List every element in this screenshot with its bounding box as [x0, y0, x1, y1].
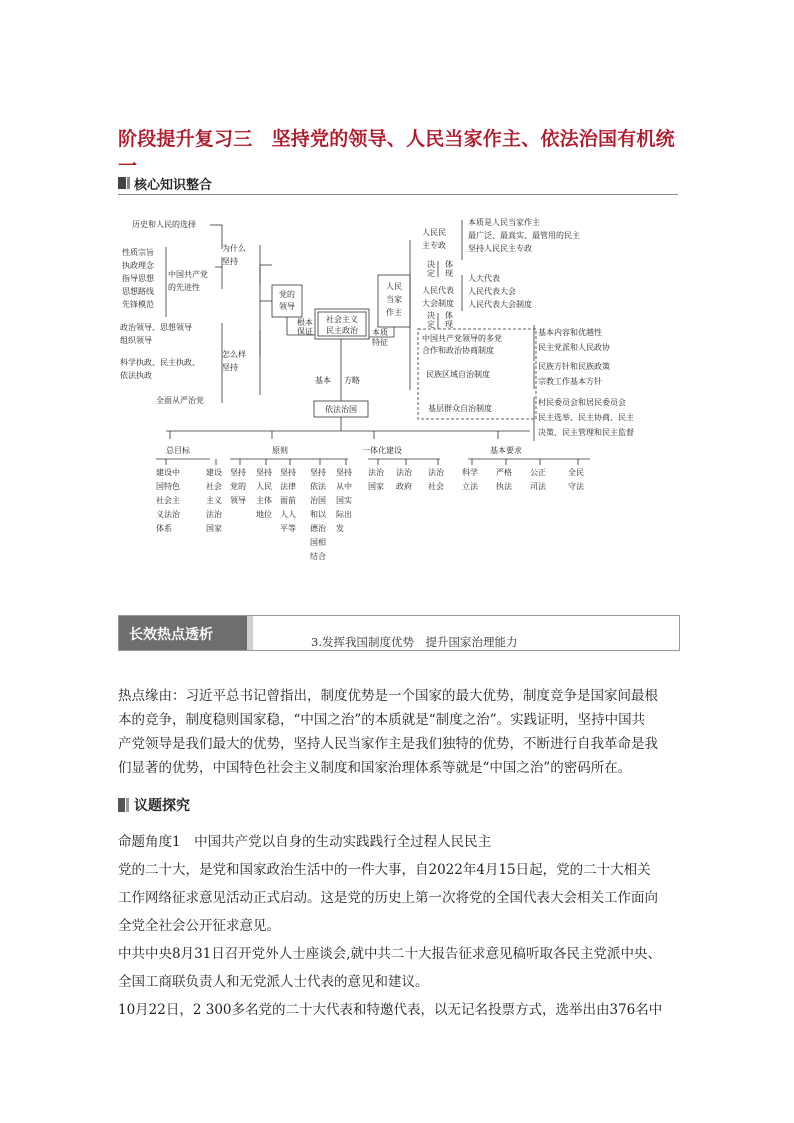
- principle-col: 德治: [310, 524, 326, 533]
- edge-label-essence: 特征: [372, 338, 388, 347]
- center-node-label: 民主政治: [326, 326, 358, 335]
- paragraph-line: 们显著的优势，中国特色社会主义制度和国家治理体系等就是“中国之治”的密码所在。: [118, 760, 632, 776]
- banner-subtitle: 3.发挥我国制度优势 提升国家治理能力: [311, 635, 518, 649]
- edge-label-root: 保证: [297, 327, 313, 336]
- banner-tag: [119, 616, 247, 650]
- requirement-col: 全民: [568, 468, 584, 477]
- principle-col: 坚持: [336, 468, 352, 477]
- edge-label-basic: 方略: [344, 376, 360, 385]
- why-item: 指导思想: [122, 274, 154, 283]
- embody-label: 体: [445, 311, 453, 320]
- how-item: 全面从严治党: [156, 396, 204, 405]
- principle-col: 坚持: [310, 468, 326, 477]
- party-node-label: 领导: [279, 302, 295, 311]
- body-line: 10月22日，2 300多名党的二十大代表和特邀代表，以无记名投票方式，选举出由376名中: [118, 1002, 663, 1018]
- requirement-col: 立法: [462, 482, 478, 491]
- requirement-col: 公正: [530, 468, 546, 477]
- section-marker-icon: [118, 177, 126, 189]
- integration-col: 法治: [428, 468, 444, 477]
- principle-col: 人人: [280, 510, 296, 519]
- center-node-label: 社会主义: [326, 315, 358, 324]
- decide-label: 决: [427, 260, 435, 269]
- decide-label: 定: [427, 269, 435, 278]
- goal-col: 社会: [206, 482, 222, 491]
- principle-col: 依法: [310, 482, 326, 491]
- principle-col: 坚持: [256, 468, 272, 477]
- body-line: 工作网络征求意见活动正式启动。这是党的历史上第一次将党的全国代表大会相关工作面向: [118, 890, 658, 906]
- how-label: 坚持: [222, 363, 238, 372]
- goal-col: 建设: [206, 468, 222, 477]
- embody-label: 现: [445, 269, 453, 278]
- ethnic-item: 民族方针和民族政策: [538, 362, 610, 371]
- how-label: 怎么样: [222, 350, 246, 359]
- section-header-core-knowledge: [118, 172, 678, 195]
- principle-col: 坚持: [280, 468, 296, 477]
- branch-label: 一体化建设: [362, 446, 402, 455]
- people-node-label: 作主: [386, 308, 402, 317]
- banner-tag-label: 长效热点透析: [129, 627, 213, 643]
- how-item: 依法执政: [120, 371, 152, 380]
- why-item: 先锋模范: [122, 300, 154, 309]
- principle-col: 国实: [336, 496, 352, 505]
- edge-label-root: 根本: [297, 318, 313, 327]
- goal-col: 体系: [156, 524, 172, 533]
- ethnic-label: 民族区域自治制度: [426, 370, 490, 379]
- goal-col: 国家: [206, 524, 222, 533]
- section-marker-icon: [127, 177, 130, 189]
- people-node-label: 人民: [386, 282, 402, 291]
- paragraph-line: 热点缘由：习近平总书记曾指出，制度优势是一个国家的最大优势，制度竞争是国家间最根: [118, 688, 658, 704]
- grass-item: 村民委员会和居民委员会: [538, 398, 626, 407]
- dictatorship-item: 坚持人民民主专政: [468, 244, 532, 253]
- people-node-label: 当家: [386, 295, 402, 304]
- why-item: 执政理念: [122, 261, 154, 270]
- section-marker-icon: [126, 798, 129, 812]
- advanced-label: 的先进性: [168, 283, 200, 292]
- branch-label: 原则: [272, 446, 288, 455]
- how-item: 政治领导、思想领导: [120, 323, 192, 332]
- integration-col: 国家: [368, 482, 384, 491]
- integration-col: 政府: [396, 482, 412, 491]
- section-title: 议题探究: [134, 798, 190, 814]
- ethnic-item: 宗教工作基本方针: [538, 377, 602, 386]
- principle-col: 平等: [280, 524, 296, 533]
- npc-item: 人大代表: [468, 274, 500, 283]
- edge-label-basic: 基本: [315, 376, 331, 385]
- law-node-label: 依法治国: [325, 405, 357, 414]
- dictatorship-label: 主专政: [422, 241, 446, 250]
- goal-col: 国特色: [156, 482, 180, 491]
- principle-col: 治国: [310, 496, 326, 505]
- requirement-col: 执法: [496, 482, 512, 491]
- principle-col: 坚持: [230, 468, 246, 477]
- dictatorship-label: 人民民: [422, 228, 446, 237]
- principle-col: 和以: [310, 510, 326, 519]
- hot-paragraph: [118, 684, 682, 780]
- paragraph-line: 产党领导是我们最大的优势，坚持人民当家作主是我们独特的优势，不断进行自我革命是我: [118, 736, 658, 752]
- decide-label: 定: [427, 320, 435, 329]
- edge-label-essence: 本质: [372, 328, 388, 337]
- angle-heading: 命题角度1 中国共产党以自身的生动实践践行全过程人民民主: [118, 834, 492, 850]
- coop-item: 民主党派和人民政协: [538, 343, 610, 352]
- integration-col: 社会: [428, 482, 444, 491]
- principle-col: 从中: [336, 482, 352, 491]
- npc-item: 人民代表大会制度: [468, 300, 532, 309]
- principle-col: 面前: [280, 496, 296, 505]
- integration-col: 法治: [368, 468, 384, 477]
- branch-label: 基本要求: [490, 446, 522, 455]
- requirement-col: 科学: [462, 468, 478, 477]
- decide-label: 决: [427, 311, 435, 320]
- principle-col: 主体: [256, 496, 272, 505]
- goal-col: 主义: [206, 496, 222, 505]
- section-header-discussion: [118, 795, 318, 815]
- why-item: 性质宗旨: [122, 248, 154, 257]
- requirement-col: 守法: [568, 482, 584, 491]
- body-line: 全党全社会公开征求意见。: [118, 918, 280, 934]
- paragraph-line: 本的竞争，制度稳则国家稳，“中国之治”的本质就是“制度之治”。实践证明，坚持中国共: [118, 712, 646, 728]
- npc-item: 人民代表大会: [468, 287, 516, 296]
- principle-col: 际出: [336, 510, 352, 519]
- principle-col: 地位: [256, 510, 272, 519]
- body-line: 党的二十大，是党和国家政治生活中的一件大事，自2022年4月15日起，党的二十大相关: [118, 862, 651, 878]
- section-marker-icon: [118, 798, 125, 812]
- party-node-label: 党的: [279, 290, 295, 299]
- principle-col: 人民: [256, 482, 272, 491]
- advanced-label: 中国共产党: [168, 270, 208, 279]
- knowledge-diagram: [110, 205, 680, 575]
- grass-item: 决策、民主管理和民主监督: [538, 428, 634, 437]
- cpc-coop-label: 合作和政治协商制度: [422, 346, 494, 355]
- grassroots-label: 基层群众自治制度: [428, 404, 492, 413]
- embody-label: 现: [445, 320, 453, 329]
- grass-item: 民主选举、民主协商、民主: [538, 413, 634, 422]
- goal-col: 法治: [206, 510, 222, 519]
- how-item: 组织领导: [120, 336, 152, 345]
- why-item: 思想路线: [122, 287, 154, 296]
- banner-tag-edge: [247, 616, 253, 650]
- body-line: 全国工商联负责人和无党派人士代表的意见和建议。: [118, 974, 429, 990]
- branch-label: 总目标: [166, 446, 190, 455]
- dictatorship-item: 最广泛、最真实、最管用的民主: [468, 231, 580, 240]
- principle-col: 党的: [230, 482, 246, 491]
- page-title: 阶段提升复习三 坚持党的领导、人民当家作主、依法治国有机统一: [118, 128, 675, 177]
- section-title: 核心知识整合: [134, 178, 213, 193]
- npc-label: 大会制度: [422, 299, 454, 308]
- why-item: 历史和人民的选择: [132, 220, 196, 229]
- goal-col: 义法治: [156, 510, 180, 519]
- why-label: 坚持: [222, 257, 238, 266]
- coop-item: 基本内容和优越性: [538, 328, 602, 337]
- principle-col: 结合: [310, 552, 326, 561]
- cpc-coop-label: 中国共产党领导的多党: [422, 334, 502, 343]
- principle-col: 法律: [280, 482, 296, 491]
- goal-col: 社会主: [156, 496, 180, 505]
- body-line: 中共中央8月31日召开党外人士座谈会,就中共二十大报告征求意见稿听取各民主党派中央、: [118, 946, 662, 962]
- requirement-col: 司法: [530, 482, 546, 491]
- principle-col: 领导: [230, 496, 246, 505]
- goal-col: 建设中: [156, 468, 180, 477]
- how-item: 科学执政、民主执政、: [120, 358, 200, 367]
- integration-col: 法治: [396, 468, 412, 477]
- npc-label: 人民代表: [422, 286, 454, 295]
- dictatorship-item: 本质是人民当家作主: [468, 218, 540, 227]
- principle-col: 国相: [310, 538, 326, 547]
- requirement-col: 严格: [496, 468, 512, 477]
- embody-label: 体: [445, 260, 453, 269]
- hot-topic-banner: [118, 615, 680, 651]
- principle-col: 发: [336, 524, 344, 533]
- why-label: 为什么: [222, 244, 246, 253]
